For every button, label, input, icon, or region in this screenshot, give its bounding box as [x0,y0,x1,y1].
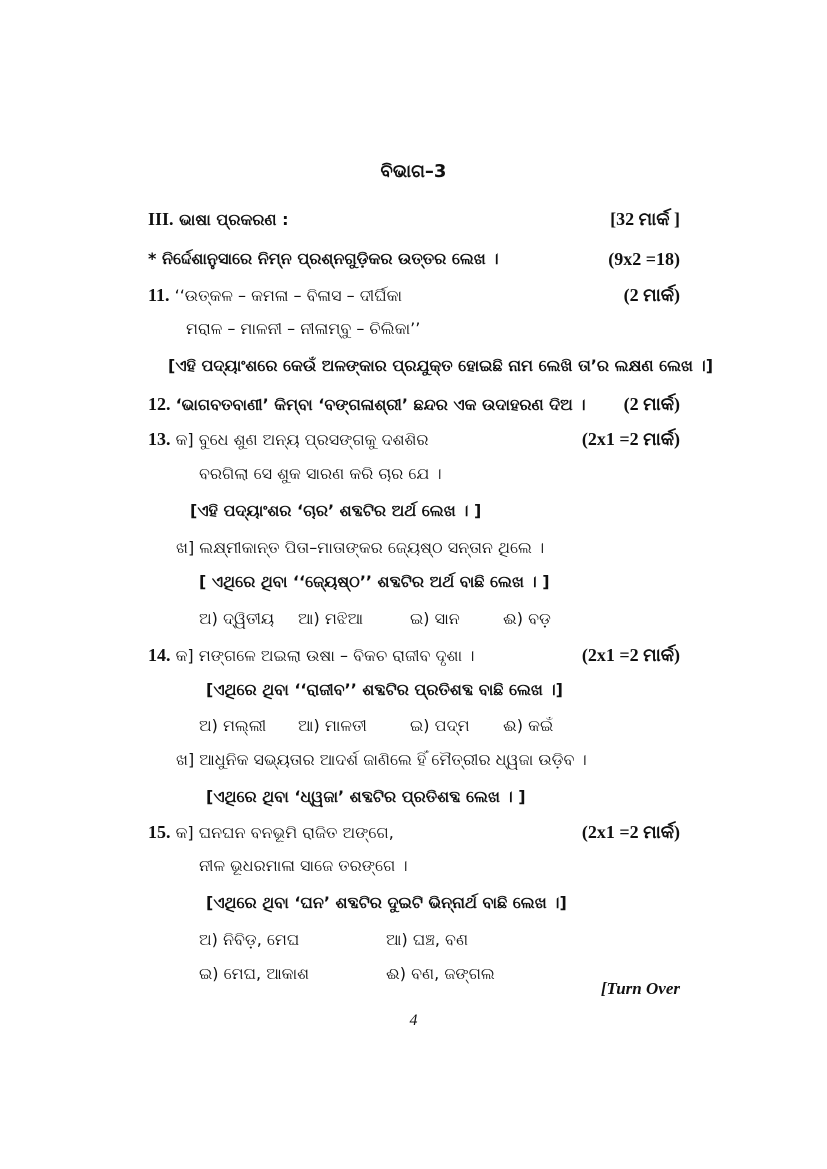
q14-b-line: ଖ] ଆଧୁନିକ ସଭ୍ୟତାର ଆଦର୍ଶ ଜାଣିଲେ ହିଁ ମୈତ୍ରୀର ଧ୍ୱଜା ଉଡ଼ିବ । [176,750,587,769]
q13-option-c: ଇ) ସାନ [410,609,460,628]
q11-verse-2: ମରାଳ – ମାଳନୀ – ନୀଳାମ୍ବୁ – ଚିଲିକା’’ [186,319,421,338]
q13-a-prompt: [ଏହି ପଦ୍ୟାଂଶର ‘ଚାର’ ଶବ୍ଦଟିର ଅର୍ଥ ଲେଖ । ] [190,501,482,520]
q13-option-b: ଆ) ମଝିଆ [298,609,364,628]
q14-b-prompt: [ଏଥିରେ ଥିବା ‘ଧ୍ୱଜା’ ଶବ୍ଦଟିର ପ୍ରତିଶବ୍ଦ ଲେଖ । ] [206,787,526,806]
q13-option-a: ଅ) ଦ୍ୱିତୀୟ [199,609,275,628]
q11-number: 11. [148,285,170,305]
q14-a-verse: କ] ମଙ୍ଗଳେ ଅଇଲା ଉଷା – ବିକଚ ରାଜୀବ ଦୃଶା । [175,646,475,665]
q14-a-prompt: [ଏଥିରେ ଥିବା ‘‘ରାଜୀବ’’ ଶବ୍ଦଟିର ପ୍ରତିଶବ୍ଦ ବାଛି ଲେଖ ।] [206,680,563,699]
q15-option-c: ଇ) ମେଘ, ଆକାଶ [199,964,310,983]
instruction-text: ନିର୍ଦ୍ଦେଶାନୁସାରେ ନିମ୍ନ ପ୍ରଶ୍ନଗୁଡ଼ିକର ଉତ୍ତର ଲେଖ । [161,249,499,268]
page-number: 4 [409,1012,418,1029]
q15-a-line1 [148,821,394,844]
q13-a-verse-1: କ] ବୁଧେ ଶୁଣ ଅନ୍ୟ ପ୍ରସଙ୍ଗକୁ ଦଶଶିର [175,430,429,449]
q15-marks: (2x1 =2 ମାର୍କ) [581,822,680,842]
q13-marks: (2x1 =2 ମାର୍କ) [581,429,680,449]
q15-option-d: ଈ) ବଣ, ଜଙ୍ଗଲ [386,964,495,983]
q11-marks: (2 ମାର୍କ) [623,285,680,305]
q14-option-b: ଆ) ମାଳତୀ [298,716,367,735]
part-number: III. [148,209,174,229]
q13-number: 13. [148,429,171,449]
q15-a-prompt: [ଏଥିରେ ଥିବା ‘ଘନ’ ଶବ୍ଦଟିର ଦୁଇଟି ଭିନ୍ନାର୍ଥ ବାଛି ଲେଖ ।] [206,893,567,912]
q15-a-verse-2: ନୀଳ ଭୂଧରମାଳା ସାଜେ ତରଙ୍ଗେ । [199,856,408,875]
star-marker: * [148,249,157,268]
part-heading [148,208,288,231]
q14-a-line1 [148,644,474,667]
q14-option-d: ଈ) କଇଁ [503,716,554,735]
q14-option-c: ଇ) ପଦ୍ମ [410,716,470,735]
section-title: ବିଭାଗ–3 [380,161,447,182]
q12-number: 12. [148,394,171,414]
turn-over-note: [Turn Over [600,979,680,998]
q11-prompt: [ଏହି ପଦ୍ୟାଂଶରେ କେଉଁ ଅଳଙ୍କାର ପ୍ରଯୁକ୍ତ ହୋଇଛି ନାମ ଲେଖି ତା’ର ଲକ୍ଷଣ ଲେଖ ।] [168,356,714,375]
part-title: ଭାଷା ପ୍ରକରଣ : [179,210,289,229]
q12-marks: (2 ମାର୍କ) [623,394,680,414]
q13-option-d: ଈ) ବଡ଼ [503,609,551,628]
q12 [148,393,586,416]
q15-number: 15. [148,822,171,842]
q14-option-a: ଅ) ମଲ୍ଲୀ [199,716,267,735]
q13-b-line: ଖ] ଲକ୍ଷ୍ମୀକାନ୍ତ ପିତା–ମାତାଙ୍କର ଜ୍ୟେଷ୍ଠ ସନ୍ତାନ ଥିଲେ । [176,538,545,557]
q15-option-a: ଅ) ନିବିଡ଼, ମେଘ [199,930,300,949]
q14-number: 14. [148,645,171,665]
q13-a-line1 [148,428,429,451]
part-marks: [32 ମାର୍କ ] [610,209,680,229]
q11-line1 [148,284,402,307]
q14-marks: (2x1 =2 ମାର୍କ) [581,645,680,665]
q13-a-verse-2: ବରଗିଲା ସେ ଶୁକ ସାରଣ କରି ଚାର ଯେ । [199,464,442,483]
q12-text: ‘ଭାଗବତବାଣୀ’ କିମ୍ବା ‘ବଙ୍ଗଳାଶ୍ରୀ’ ଛନ୍ଦର ଏକ ଉଦାହରଣ ଦିଅ । [175,395,586,414]
q15-a-verse-1: କ] ଘନଘନ ବନଭୂମି ରାଜିତ ଅଙ୍ଗେ, [175,823,394,842]
q13-b-prompt: [ ଏଥିରେ ଥିବା ‘‘ଜ୍ୟେଷ୍ଠ’’ ଶବ୍ଦଟିର ଅର୍ଥ ବାଛି ଲେଖ । ] [199,572,550,591]
q11-verse-1: ‘‘ଉତ୍କଳ – କମଳା – ବିଳାସ – ଦୀର୍ଘିକା [174,286,403,305]
instruction-marks: (9x2 =18) [608,249,680,269]
q15-option-b: ଆ) ଘଞ୍ଚ, ବଣ [386,930,469,949]
instruction [148,248,499,270]
